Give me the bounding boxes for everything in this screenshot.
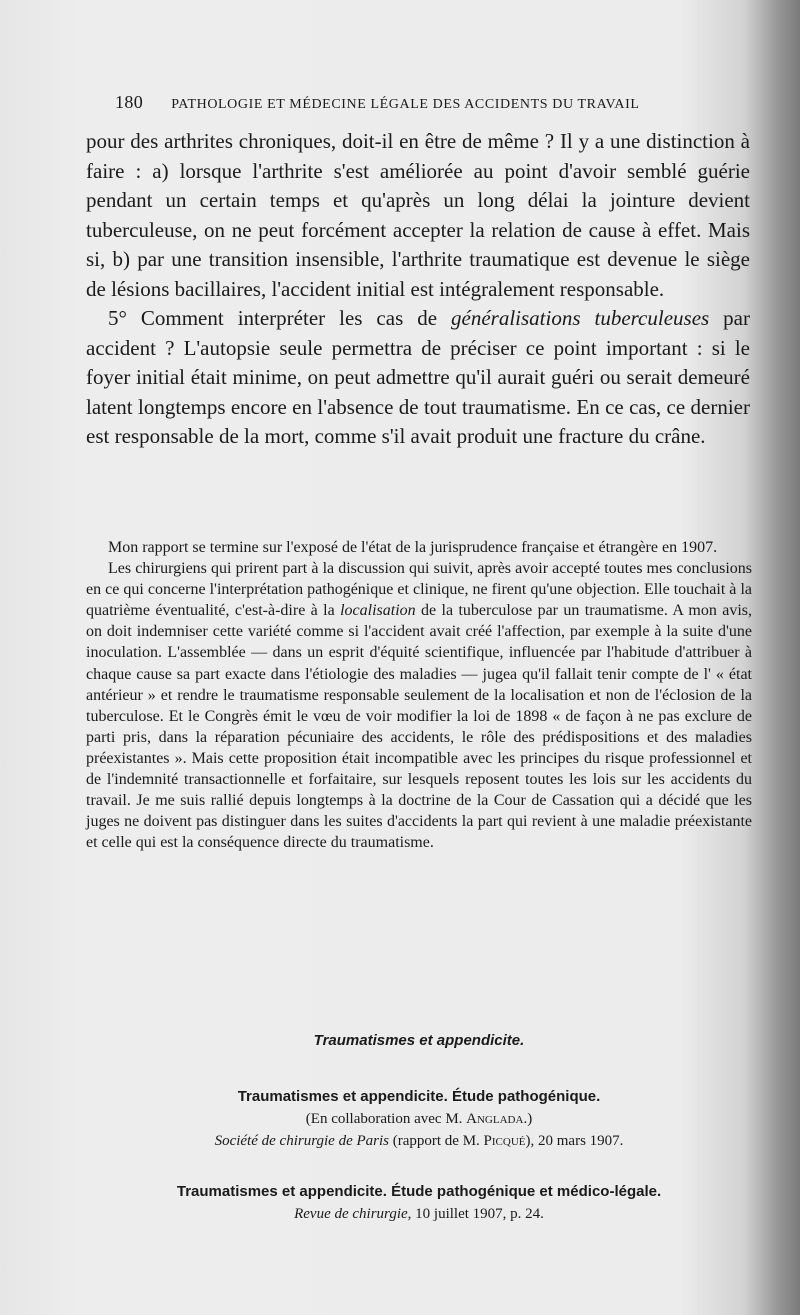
publication-title: Traumatismes et appendicite. Étude pathogénique et médico-légale. [176, 1183, 662, 1200]
publication-entry [86, 1181, 752, 1225]
collaboration-prefix: (En collaboration avec M. [305, 1111, 467, 1127]
collaborator-name: Anglada [466, 1111, 524, 1127]
note-block [86, 537, 752, 853]
publication-collaboration [86, 1108, 752, 1130]
publication-details: , 10 juillet 1907, p. 24. [407, 1206, 544, 1222]
note-discussion-end: de la tuberculose par un traumatisme. A mon avis, on doit indemniser cette variété comme si l'accident avait créé l'affection, par exemple à la suite d'une inoculation. L'assemblée — dans un esprit d'équité scientifique, influencée par l'habitude d'attribuer à chaque cause sa part exacte dans l'étiologie des maladies — jugea qu'il fallait tenir compte de l' « état antérieur » et rendre le traumatisme responsable seulement de la localisation et non de l'éclosion de la tuberculose. Et le Congrès émit le vœu de voir modifier la loi de 1898 « de façon à ne pas exclure de parti pris, dans la réparation pécuniaire des accidents, le rôle des prédispositions et des maladies préexistantes ». Mais cette proposition était incompatible avec les principes du risque professionnel et de l'indemnité transactionnelle et forfaitaire, sur lesquels reposent toutes les lois sur les accidents du travail. Je me suis rallié depuis longtemps à la doctrine de la Cour de Cassation qui a décidé que les juges ne doivent pas distinguer dans les suites d'accidents la part qui revient à une maladie préexistante et celle qui est la conséquence directe du traumatisme. [86, 602, 752, 852]
running-head [115, 92, 685, 113]
note-paragraph-jurisprudence: Mon rapport se termine sur l'exposé de l'état de la jurisprudence française et étrangère en 1907. [108, 539, 718, 556]
publication-entry [86, 1086, 752, 1152]
publication-details-prefix: (rapport de M. [388, 1133, 484, 1149]
section-heading: Traumatismes et appendicite. [313, 1032, 525, 1049]
generalisations-italic: généralisations tuberculeuses [451, 306, 710, 330]
paragraph-arthrites: pour des arthrites chroniques, doit-il en être de même ? Il y a une distinction à faire : a) lorsque l'arthrite s'est améliorée au point d'avoir semblé guérie pendant un certain temps et qu'après un long délai la jointure devient tuberculeuse, on ne peut forcément accepter la relation de cause à effet. Mais si, b) par une transition insensible, l'arthrite traumatique est devenue le siège de lésions bacillaires, l'accident initial est intégralement responsable. [86, 129, 750, 301]
main-text [86, 127, 750, 452]
page-number: 180 [115, 92, 144, 112]
note-discussion-start: Les chirurgiens qui prirent part à la discussion qui suivit, après avoir accepté toutes mes conclusions en ce qui concerne l'interprétation pathogénique et clinique, ne firent qu'une objection. Elle touchait à la quatrième éventualité, c'est-à-dire à la [86, 560, 752, 620]
publication-title: Traumatismes et appendicite. Étude pathogénique. [237, 1088, 601, 1105]
rapporteur-name: Picqué [483, 1133, 526, 1149]
publication-venue: Société de chirurgie de Paris [214, 1133, 389, 1149]
running-head-title: PATHOLOGIE ET MÉDECINE LÉGALE DES ACCIDENTS DU TRAVAIL [171, 97, 640, 112]
paragraph-generalisations-end: par accident ? L'autopsie seule permettra de préciser ce point important : si le foyer initial était minime, on peut admettre qu'il aurait guéri ou serait demeuré latent longtemps encore en l'absence de tout traumatisme. En ce cas, ce dernier est responsable de la mort, comme s'il avait produit une fracture du crâne. [86, 306, 750, 448]
publication-venue-line [86, 1203, 752, 1225]
publication-venue-line [86, 1130, 752, 1152]
paragraph-generalisations-start: 5° Comment interpréter les cas de [108, 306, 452, 330]
publication-details-suffix: ), 20 mars 1907. [525, 1133, 624, 1149]
publication-venue: Revue de chirurgie [294, 1206, 408, 1222]
localisation-italic: localisation [340, 602, 416, 620]
note-paragraph-discussion [86, 558, 752, 853]
paragraph-generalisations [86, 304, 750, 452]
collaboration-suffix: .) [523, 1111, 533, 1127]
